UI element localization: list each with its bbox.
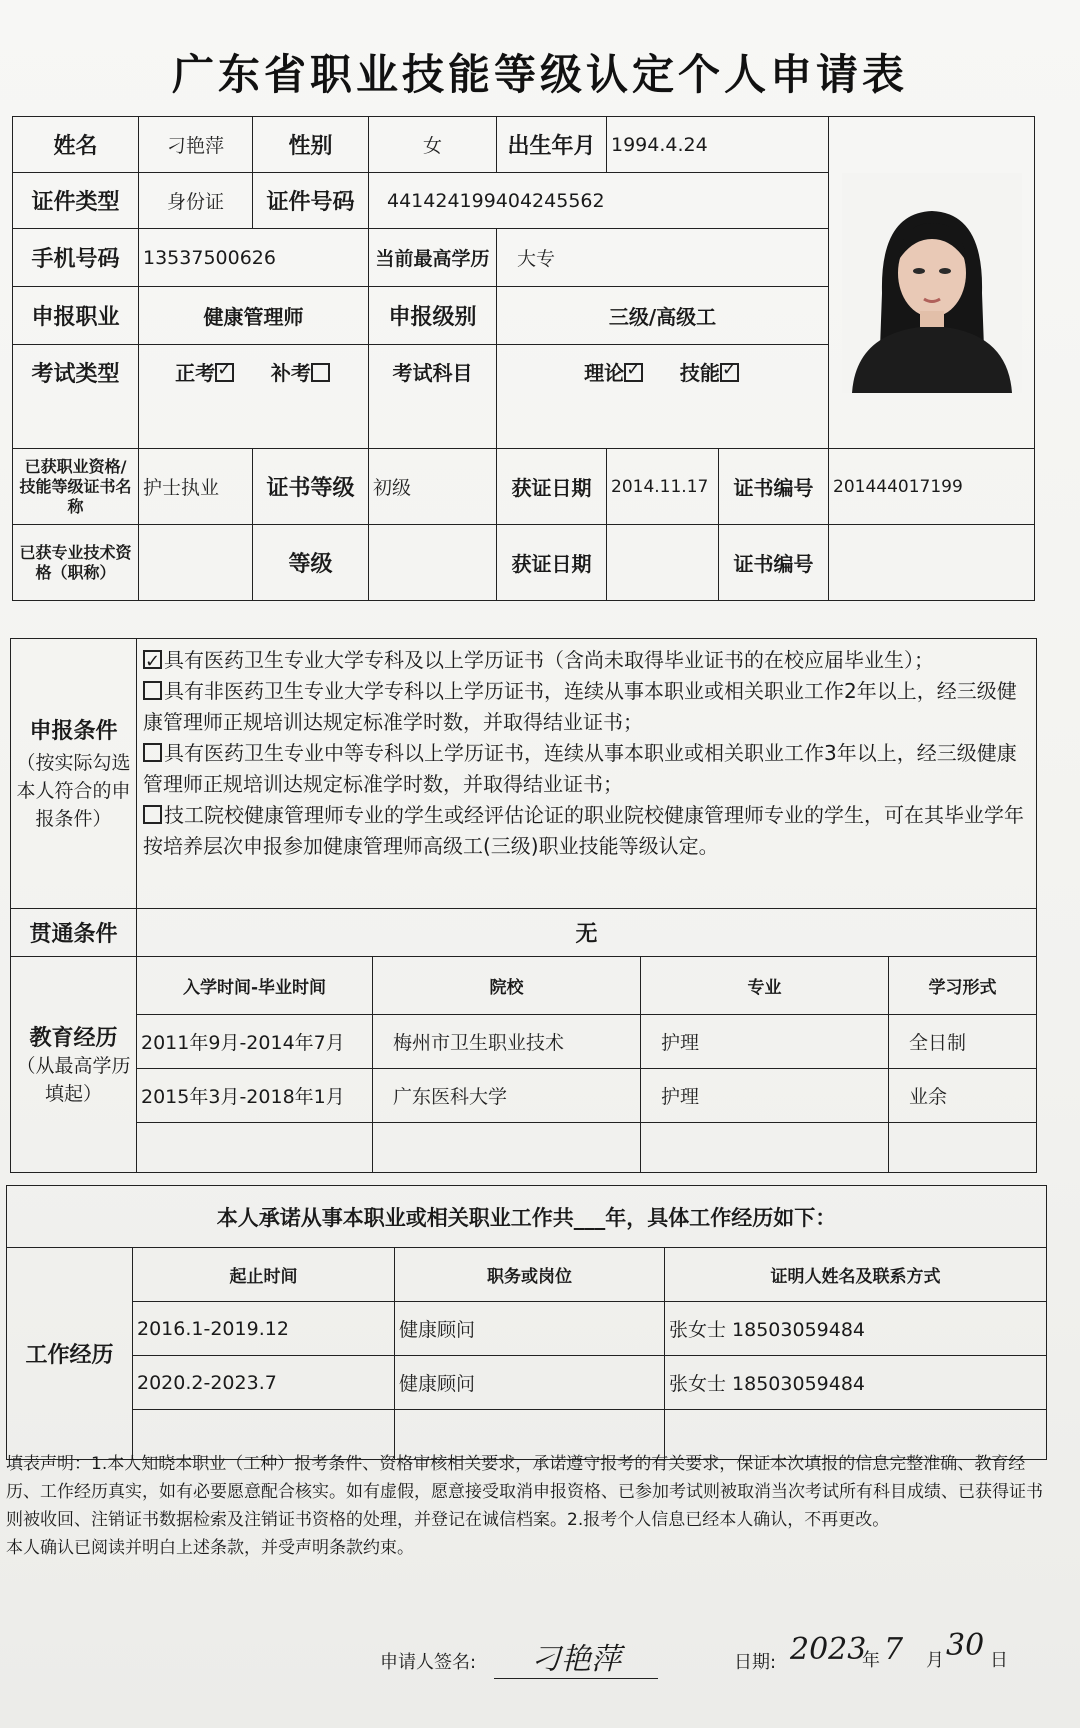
work-header-position: 职务或岗位 [395, 1248, 665, 1302]
subject-skill: 技能 [679, 361, 720, 385]
occupation-value: 健康管理师 [139, 287, 369, 345]
date-year: 2023 [790, 1632, 867, 1667]
date-year-unit: 年 [862, 1650, 880, 1671]
gender-value: 女 [369, 117, 497, 173]
cert2-date-label: 获证日期 [497, 525, 607, 601]
condition-item [143, 738, 1030, 800]
declaration-text: 填表声明：1.本人知晓本职业（工种）报考条件、资格审核相关要求，承诺遵守报考的有关要求，保证本次填报的信息完整准确、教育经历、工作经历真实，如有必要愿意配合核实。如有虚假，愿意接受取消申报资格、已参加考试则被取消当次考试所有科目成绩、已获得证书则被收回、注销证书数据检索及注销证书资格的处理，并登记在诚信档案。2.报考个人信息已经本人确认，不再更改。 [6, 1454, 1043, 1530]
condition-item [143, 645, 1030, 676]
birth-label: 出生年月 [497, 117, 607, 173]
edu-header-period: 入学时间-毕业时间 [137, 957, 373, 1015]
exam-type-regular: 正考 [175, 361, 216, 385]
work-period: 2020.2-2023.7 [133, 1356, 395, 1410]
condition-text: 具有医药卫生专业大学专科及以上学历证书（含尚未取得毕业证书的在校应届毕业生）； [164, 648, 934, 672]
apply-level-label: 申报级别 [369, 287, 497, 345]
declaration [6, 1450, 1056, 1562]
education-sublabel: （从最高学历填起） [16, 1055, 131, 1105]
edu-period: 2015年3月-2018年1月 [137, 1069, 373, 1123]
table-row [7, 1302, 1047, 1356]
condition-text: 具有非医药卫生专业大学专科以上学历证书，连续从事本职业或相关职业工作2年以上，经三级健康管理师正规培训达规定标准学时数，并取得结业证书； [143, 679, 1017, 734]
edu-major: 护理 [641, 1015, 889, 1069]
basic-info-table [12, 116, 1035, 601]
education-level-label: 当前最高学历 [369, 229, 497, 287]
id-no-label: 证件号码 [253, 173, 369, 229]
cert2-date-value [607, 525, 719, 601]
table-row [7, 1356, 1047, 1410]
edu-mode: 全日制 [889, 1015, 1037, 1069]
id-type-label: 证件类型 [13, 173, 139, 229]
work-promise: 本人承诺从事本职业或相关职业工作共___年，具体工作经历如下： [7, 1186, 1047, 1248]
occupation-label: 申报职业 [13, 287, 139, 345]
subject-theory-checkbox[interactable] [624, 363, 643, 382]
phone-value: 13537500626 [139, 229, 369, 287]
cert2-no-value [829, 525, 1035, 601]
conditions-education-table [10, 638, 1037, 1173]
condition-text: 技工院校健康管理师专业的学生或经评估论证的职业院校健康管理师专业的学生，可在其毕业学年按培养层次申报参加健康管理师高级工(三级)职业技能等级认定。 [143, 803, 1024, 858]
edu-mode: 业余 [889, 1069, 1037, 1123]
date-label: 日期: [734, 1652, 777, 1673]
exam-type-options [139, 345, 369, 449]
date-day: 30 [946, 1628, 985, 1663]
cert2-label: 已获专业技术资格（职称） [13, 525, 139, 601]
condition-checkbox[interactable] [143, 743, 162, 762]
condition-checkbox[interactable] [143, 650, 162, 669]
cert2-grade-value [369, 525, 497, 601]
subject-theory: 理论 [584, 361, 625, 385]
declaration-confirm: 本人确认已阅读并明白上述条款，并受声明条款约束。 [6, 1538, 414, 1558]
through-label: 贯通条件 [11, 909, 137, 957]
apply-level-value: 三级/高级工 [497, 287, 829, 345]
work-label: 工作经历 [7, 1248, 133, 1460]
cert1-date-value: 2014.11.17 [607, 449, 719, 525]
date-month-unit: 月 [926, 1650, 944, 1671]
condition-item [143, 800, 1030, 862]
cert1-no-value: 201444017199 [829, 449, 1035, 525]
edu-header-major: 专业 [641, 957, 889, 1015]
condition-checkbox[interactable] [143, 805, 162, 824]
work-witness: 张女士 18503059484 [665, 1356, 1047, 1410]
cert1-date-label: 获证日期 [497, 449, 607, 525]
cert1-name-value: 护士执业 [139, 449, 253, 525]
through-value: 无 [137, 909, 1037, 957]
id-type-value: 身份证 [139, 173, 253, 229]
education-label-cell [11, 957, 137, 1173]
conditions-label: 申报条件 [29, 719, 118, 744]
work-header-witness: 证明人姓名及联系方式 [665, 1248, 1047, 1302]
work-header-period: 起止时间 [133, 1248, 395, 1302]
cert1-no-label: 证书编号 [719, 449, 829, 525]
applicant-photo [842, 173, 1022, 393]
work-position: 健康顾问 [395, 1356, 665, 1410]
id-no-value: 441424199404245562 [369, 173, 829, 229]
exam-type-label: 考试类型 [13, 345, 139, 449]
exam-subject-label: 考试科目 [369, 345, 497, 449]
cert1-level-label: 证书等级 [253, 449, 369, 525]
name-label: 姓名 [13, 117, 139, 173]
applicant-signature: 刁艳萍 [494, 1634, 658, 1679]
education-label: 教育经历 [29, 1026, 118, 1051]
table-row [11, 1069, 1037, 1123]
date-month: 7 [884, 1632, 904, 1667]
exam-type-regular-checkbox[interactable] [215, 363, 234, 382]
edu-period: 2011年9月-2014年7月 [137, 1015, 373, 1069]
conditions-label-cell [11, 639, 137, 909]
gender-label: 性别 [253, 117, 369, 173]
work-witness: 张女士 18503059484 [665, 1302, 1047, 1356]
exam-type-makeup-checkbox[interactable] [311, 363, 330, 382]
form-title: 广东省职业技能等级认定个人申请表 [171, 50, 908, 99]
work-position: 健康顾问 [395, 1302, 665, 1356]
condition-checkbox[interactable] [143, 681, 162, 700]
name-value: 刁艳萍 [139, 117, 253, 173]
table-row [11, 1123, 1037, 1173]
edu-school: 梅州市卫生职业技术 [373, 1015, 641, 1069]
signature-label: 申请人签名: [380, 1652, 477, 1673]
cert2-name-value [139, 525, 253, 601]
condition-text: 具有医药卫生专业中等专科以上学历证书，连续从事本职业或相关职业工作3年以上，经三级健康管理师正规培训达规定标准学时数，并取得结业证书； [143, 741, 1017, 796]
phone-label: 手机号码 [13, 229, 139, 287]
subject-skill-checkbox[interactable] [720, 363, 739, 382]
conditions-sublabel: （按实际勾选本人符合的申报条件） [16, 752, 131, 830]
edu-school: 广东医科大学 [373, 1069, 641, 1123]
edu-header-school: 院校 [373, 957, 641, 1015]
work-experience-table [6, 1185, 1047, 1460]
cert1-level-value: 初级 [369, 449, 497, 525]
photo-cell [829, 117, 1035, 449]
conditions-list [137, 639, 1037, 909]
edu-major: 护理 [641, 1069, 889, 1123]
cert1-label: 已获职业资格/技能等级证书名称 [13, 449, 139, 525]
education-level-value: 大专 [497, 229, 829, 287]
table-row [11, 1015, 1037, 1069]
edu-header-mode: 学习形式 [889, 957, 1037, 1015]
date-day-unit: 日 [990, 1650, 1008, 1671]
work-period: 2016.1-2019.12 [133, 1302, 395, 1356]
exam-type-makeup: 补考 [270, 361, 311, 385]
condition-item [143, 676, 1030, 738]
cert2-grade-label: 等级 [253, 525, 369, 601]
birth-value: 1994.4.24 [607, 117, 829, 173]
exam-subject-options [497, 345, 829, 449]
cert2-no-label: 证书编号 [719, 525, 829, 601]
